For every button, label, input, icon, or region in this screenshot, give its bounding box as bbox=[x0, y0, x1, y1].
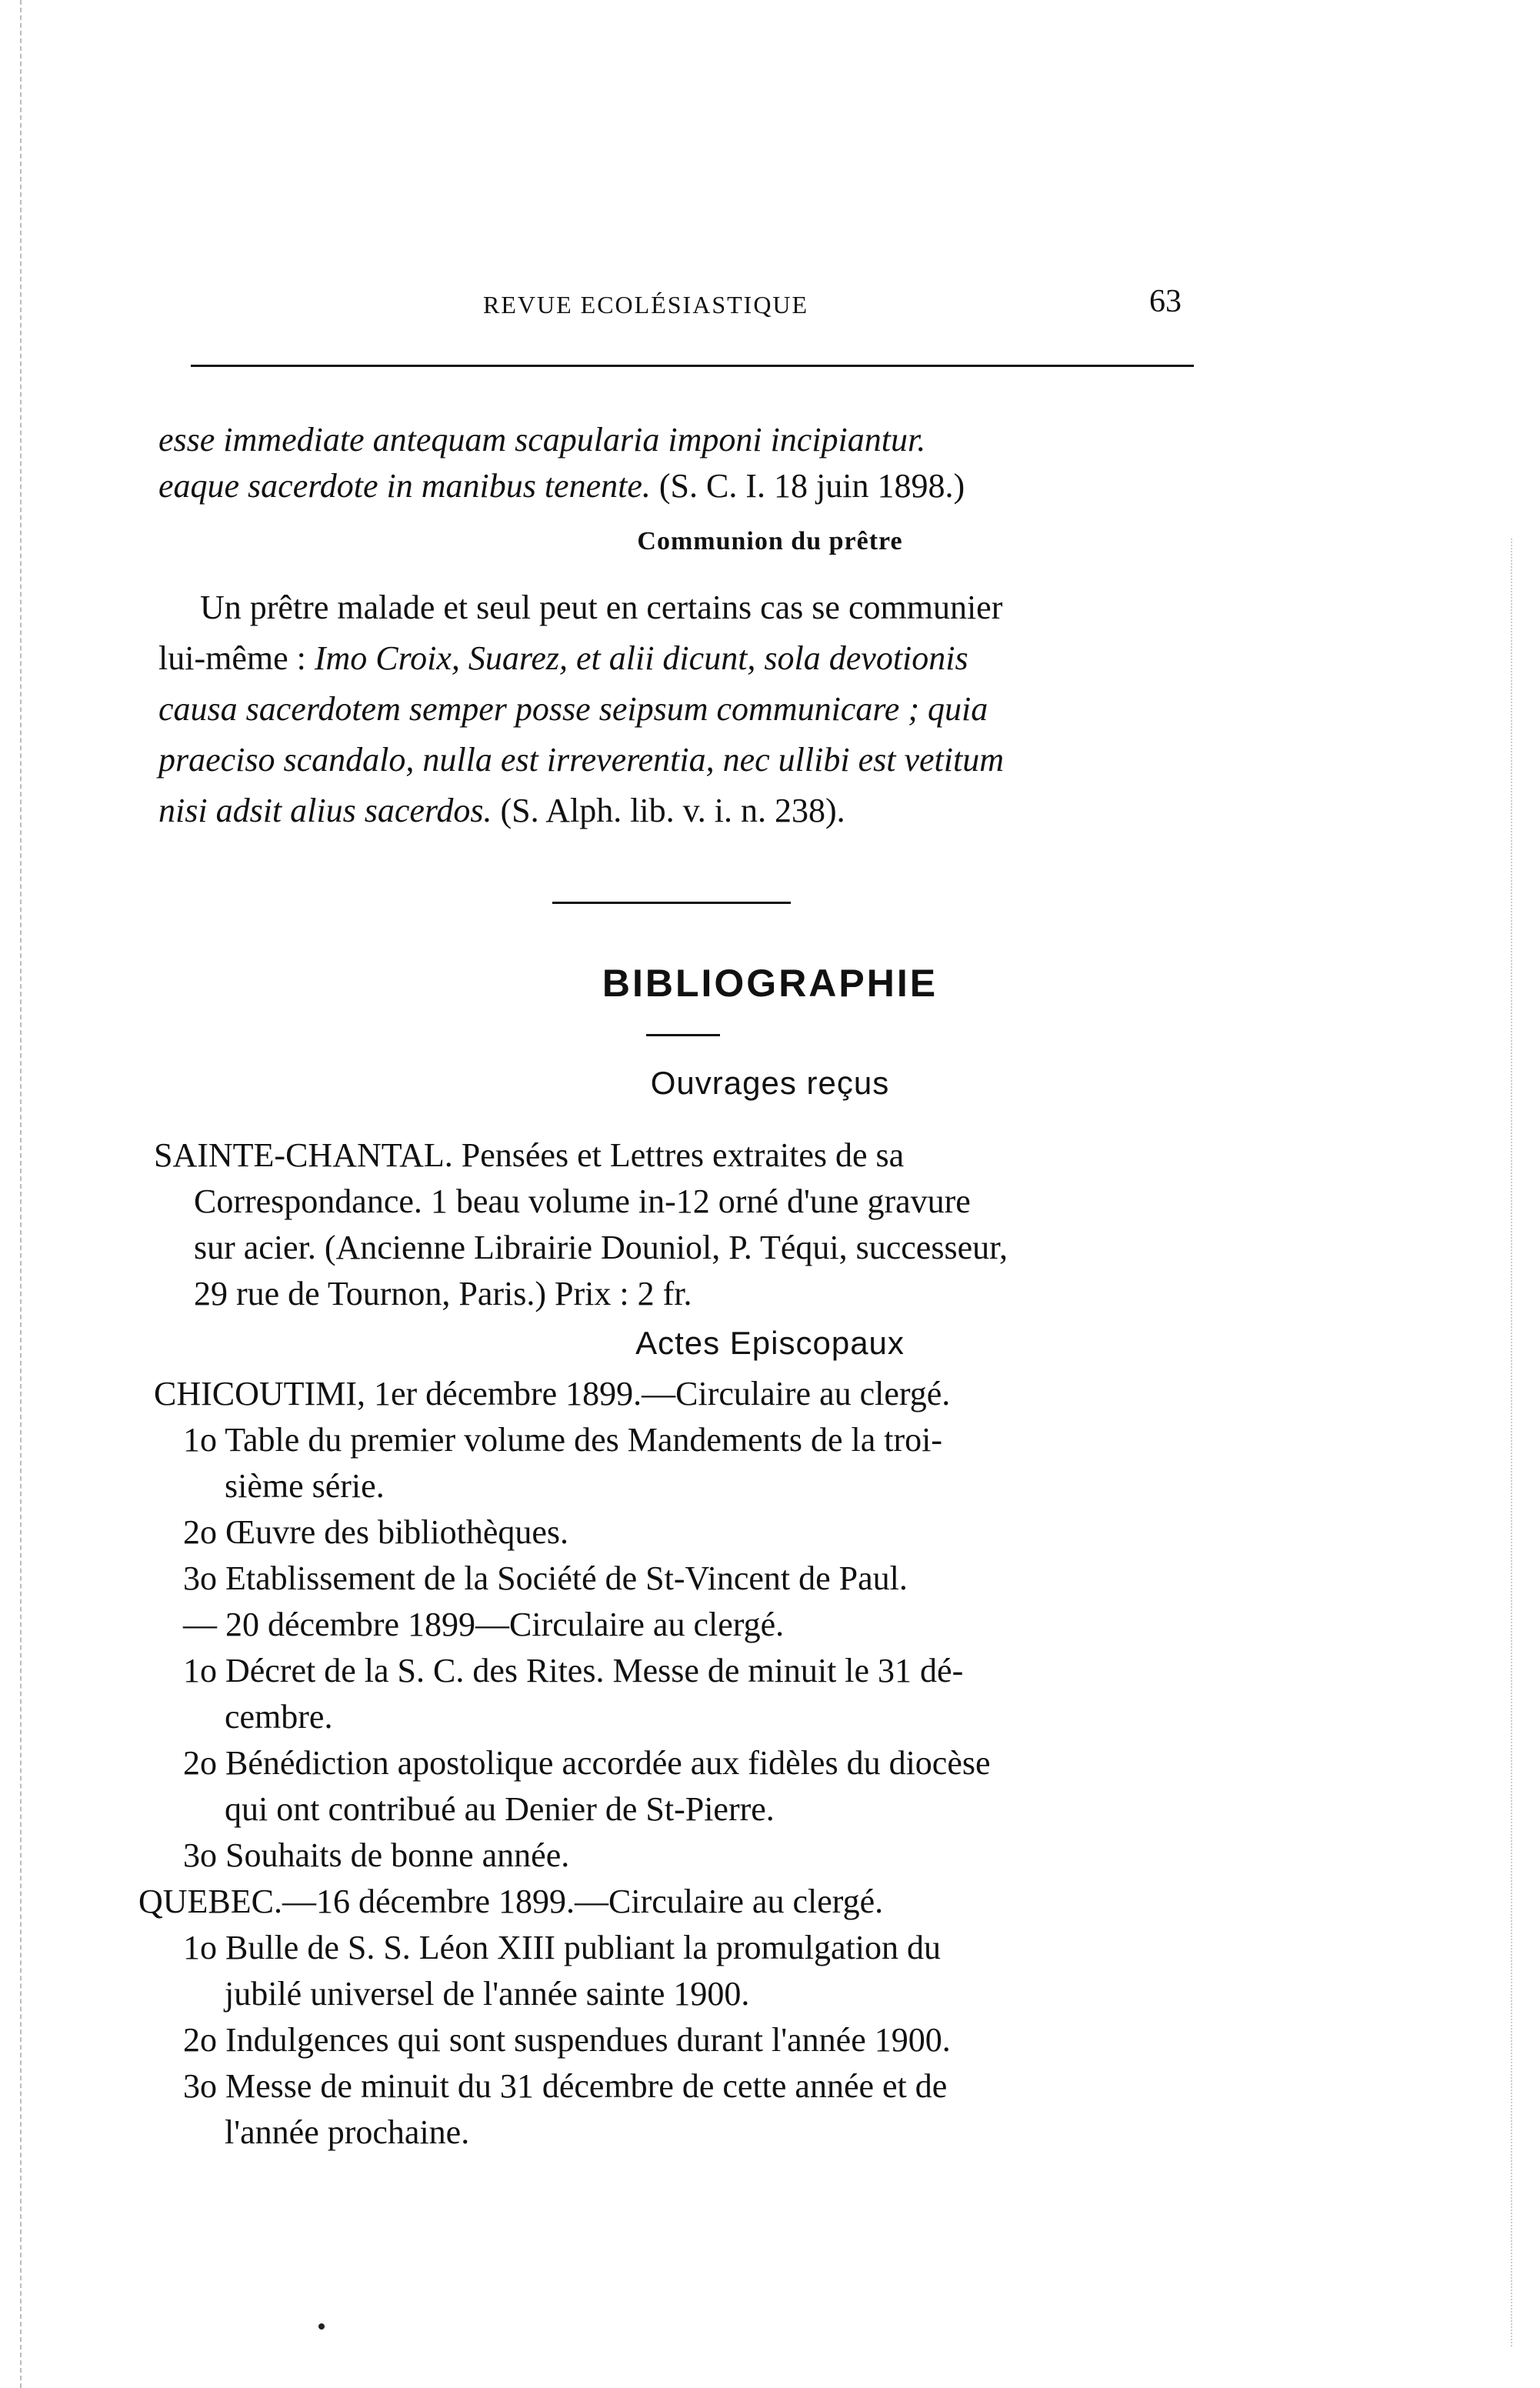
communion-line-5 bbox=[158, 789, 845, 832]
communion-line-5-italic: nisi adsit alius sacerdos. bbox=[158, 792, 492, 829]
header-rule bbox=[191, 365, 1194, 367]
communion-line-4: praeciso scandalo, nulla est irreverentia, nec ullibi est vetitum bbox=[158, 741, 1004, 779]
continuation-line-2-ref: (S. C. I. 18 juin 1898.) bbox=[650, 467, 965, 505]
continuation-line-2-italic: eaque sacerdote in manibus tenente. bbox=[158, 467, 651, 505]
quebec-line-6: l'année prochaine. bbox=[225, 2113, 470, 2151]
page-number: 63 bbox=[1149, 284, 1182, 319]
stray-dot bbox=[318, 2323, 325, 2330]
quebec-line-2: 1o Bulle de S. S. Léon XIII publiant la promulgation du bbox=[183, 1929, 941, 1966]
quebec-line-4: 2o Indulgences qui sont suspendues durant l'année 1900. bbox=[183, 2021, 951, 2059]
ouvrages-heading: Ouvrages reçus bbox=[650, 1065, 890, 1101]
communion-line-2-italic: Imo Croix, Suarez, et alii dicunt, sola devotionis bbox=[314, 639, 968, 677]
chicoutimi-line-11: 3o Souhaits de bonne année. bbox=[183, 1836, 570, 1874]
sainte-chantal-line-1: SAINTE-CHANTAL. Pensées et Lettres extraites de sa bbox=[154, 1136, 905, 1174]
chicoutimi-line-3: sième série. bbox=[225, 1467, 385, 1505]
communion-line-5-ref: (S. Alph. lib. v. i. n. 238). bbox=[492, 792, 845, 829]
chicoutimi-line-6: — 20 décembre 1899—Circulaire au clergé. bbox=[183, 1606, 785, 1643]
continuation-line-2 bbox=[158, 465, 965, 508]
bibliographie-rule bbox=[646, 1034, 720, 1036]
sainte-chantal-line-4: 29 rue de Tournon, Paris.) Prix : 2 fr. bbox=[194, 1275, 692, 1312]
communion-line-3: causa sacerdotem semper posse seipsum communicare ; quia bbox=[158, 690, 988, 728]
scan-edge-right bbox=[1511, 539, 1512, 2346]
chicoutimi-line-7: 1o Décret de la S. C. des Rites. Messe de minuit le 31 dé- bbox=[183, 1652, 964, 1689]
running-title: REVUE ECOLÉSIASTIQUE bbox=[483, 291, 809, 319]
chicoutimi-line-1: CHICOUTIMI, 1er décembre 1899.—Circulaire au clergé. bbox=[154, 1375, 951, 1412]
chicoutimi-line-10: qui ont contribué au Denier de St-Pierre. bbox=[225, 1790, 775, 1828]
quebec-line-5: 3o Messe de minuit du 31 décembre de cette année et de bbox=[183, 2067, 948, 2105]
chicoutimi-line-8: cembre. bbox=[225, 1698, 333, 1736]
sainte-chantal-line-2: Correspondance. 1 beau volume in-12 orné d'une gravure bbox=[194, 1182, 971, 1220]
communion-line-2-roman: lui-même : bbox=[158, 639, 315, 677]
scan-edge-left bbox=[20, 0, 22, 2388]
continuation-line-1: esse immediate antequam scapularia imponi incipiantur. bbox=[158, 421, 926, 459]
actes-heading: Actes Episcopaux bbox=[635, 1325, 905, 1361]
communion-line-1: Un prêtre malade et seul peut en certains cas se communier bbox=[200, 589, 1003, 626]
communion-heading: Communion du prêtre bbox=[637, 527, 903, 555]
chicoutimi-line-9: 2o Bénédiction apostolique accordée aux fidèles du diocèse bbox=[183, 1744, 991, 1782]
sainte-chantal-line-3: sur acier. (Ancienne Librairie Douniol, P. Téqui, successeur, bbox=[194, 1229, 1008, 1266]
communion-line-2 bbox=[158, 637, 968, 680]
bibliographie-heading: BIBLIOGRAPHIE bbox=[602, 962, 938, 1005]
quebec-line-3: jubilé universel de l'année sainte 1900. bbox=[225, 1975, 750, 2013]
chicoutimi-line-2: 1o Table du premier volume des Mandements de la troi- bbox=[183, 1421, 943, 1459]
quebec-line-1: QUEBEC.—16 décembre 1899.—Circulaire au clergé. bbox=[138, 1883, 884, 1920]
section-separator bbox=[552, 902, 791, 904]
chicoutimi-line-5: 3o Etablissement de la Société de St-Vincent de Paul. bbox=[183, 1559, 908, 1597]
running-header bbox=[191, 283, 1206, 329]
chicoutimi-line-4: 2o Œuvre des bibliothèques. bbox=[183, 1513, 569, 1551]
